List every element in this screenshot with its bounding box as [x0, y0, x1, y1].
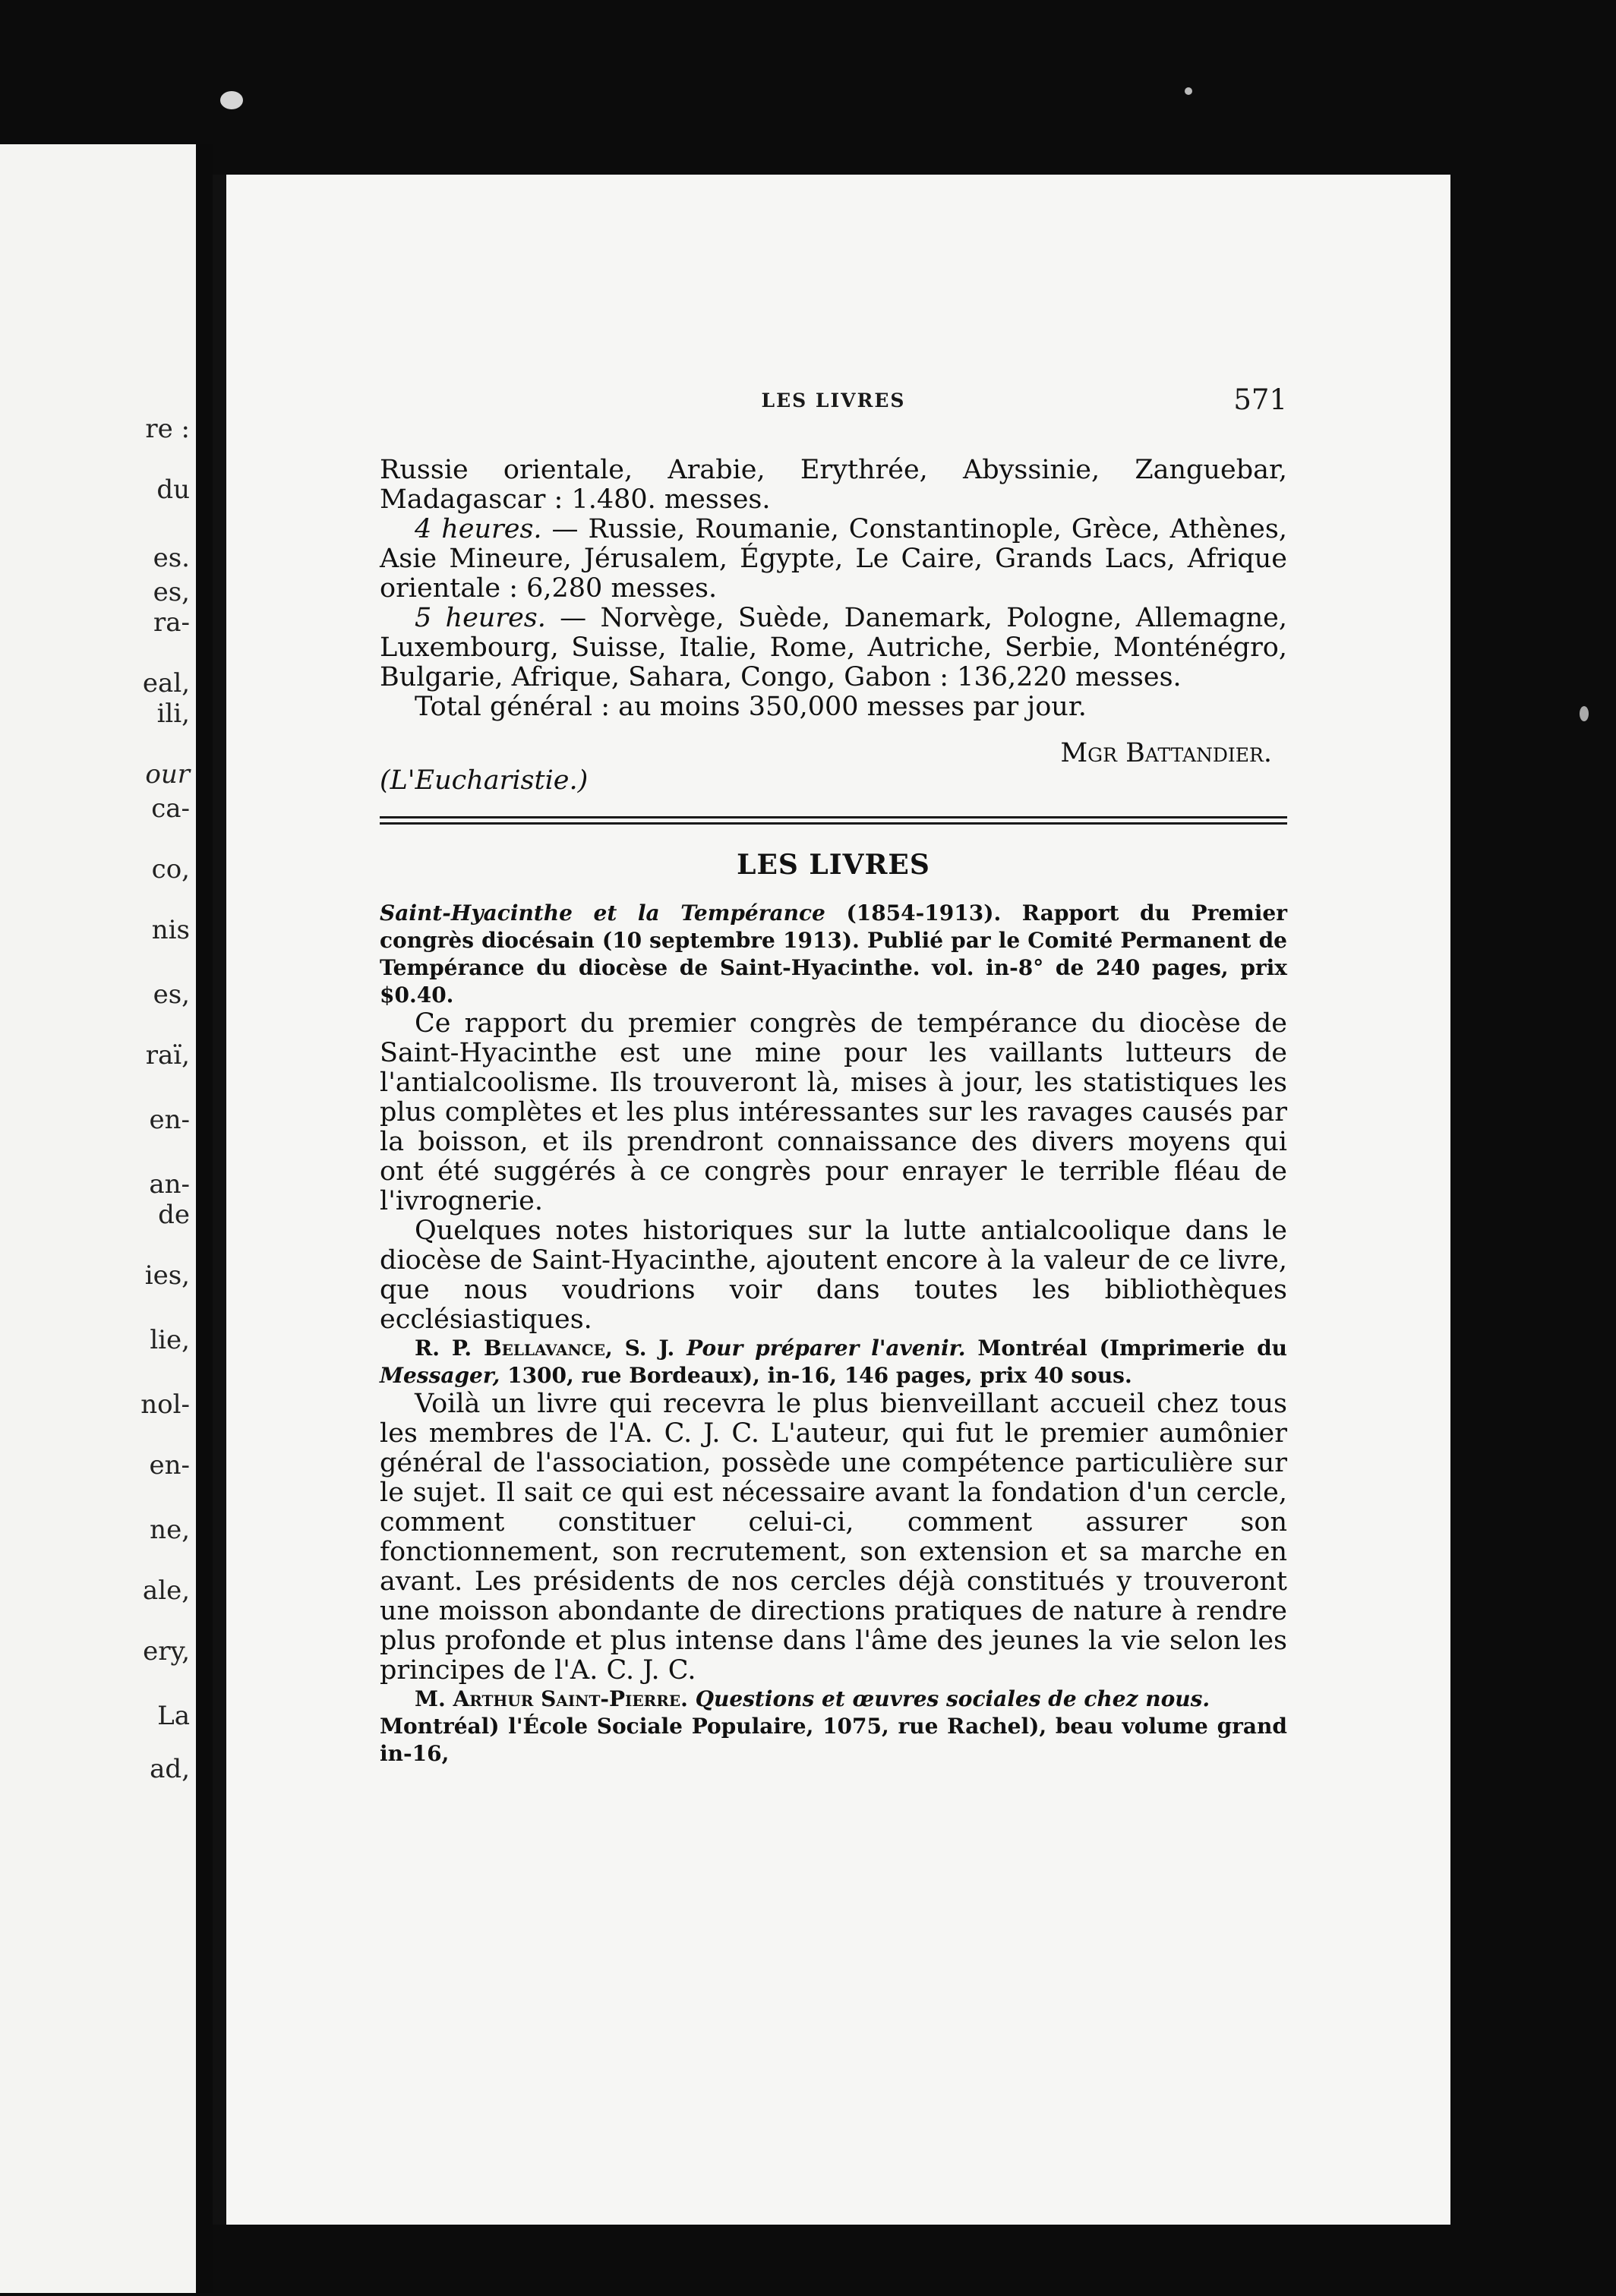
book-3-citation [380, 1686, 1287, 1768]
hour-label: 5 heures. [415, 603, 546, 633]
page-number: 571 [1233, 383, 1287, 416]
left-page-fragment: de [158, 1200, 190, 1230]
source-citation: (L'Eucharistie.) [380, 765, 589, 796]
book-title: Saint-Hyacinthe et la Tempérance [380, 900, 825, 926]
left-page-fragment: re : [145, 414, 190, 444]
book-1-review-p1: Ce rapport du premier congrès de tempérance du diocèse de Saint-Hyacinthe est une mine pour les vaillants lutteurs de l'antialcoolisme. Ils trouveront là, mises à jour, les statistiques les plus complètes et les plus intéressantes sur les ravages causés par la boisson, et ils prendront connaissance des divers moyens qui ont été suggérés à ce congrès pour enrayer le terrible fléau de l'ivrognerie. [380, 1008, 1287, 1216]
left-page-fragment: nol- [140, 1389, 190, 1420]
left-page-fragment: ale, [142, 1575, 190, 1606]
left-page-fragment: raï, [145, 1040, 190, 1071]
signature: Mgr Battandier. [1060, 738, 1272, 768]
left-page-fragment: our [145, 759, 190, 790]
paragraph-text: — Russie, Roumanie, Constantinople, Grèce, Athènes, Asie Mineure, Jérusalem, Égypte, Le Caire, Grands Lacs, Afrique orientale : 6,280 messes. [380, 514, 1287, 604]
book-1-citation [380, 900, 1287, 1009]
double-rule [380, 816, 1287, 825]
dust-speck [1185, 87, 1192, 95]
book-details: Montréal (Imprimerie du [965, 1336, 1288, 1361]
book-title: Pour préparer l'avenir. [686, 1336, 966, 1361]
left-page-fragment: lie, [150, 1325, 190, 1355]
total-line: Total général : au moins 350,000 messes par jour. [415, 692, 1087, 722]
book-details: Montréal) l'École Sociale Populaire, 1075, rue Rachel), beau volume grand in-16, [380, 1714, 1287, 1766]
book-author: M. Arthur Saint-Pierre. [415, 1686, 688, 1711]
dust-speck [220, 91, 243, 109]
left-page-fragment: ad, [150, 1754, 190, 1784]
running-head [380, 383, 1287, 414]
page-body [380, 456, 1287, 1768]
section-title: LES LIVRES [737, 849, 930, 881]
left-page-fragment: La [157, 1701, 190, 1731]
left-page-fragment: ili, [156, 699, 190, 729]
book-2-review: Voilà un livre qui recevra le plus bienveillant accueil chez tous les membres de l'A. C. J. C. L'auteur, qui fut le premier aumônier général de l'association, possède une compétence particulière sur le sujet. Il sait ce qui est nécessaire avant la fondation d'un cercle, comment constituer celui-ci, comment assurer son fonctionnement, son recrutement, son extension et sa marche en avant. Les présidents de nos cercles déjà constitués y trouveront une moisson abondante de directions pratiques de nature à rendre plus profonde et plus intense dans l'âme des jeunes la vie selon les principes de l'A. C. J. C. [380, 1389, 1287, 1686]
dust-speck [1580, 706, 1589, 721]
book-title: Questions et œuvres sociales de chez nous. [695, 1686, 1210, 1711]
left-page-fragment: ne, [150, 1515, 190, 1545]
left-page-fragment: ies, [144, 1260, 190, 1291]
left-page-fragment: ca- [151, 793, 190, 824]
running-title: LES LIVRES [761, 390, 906, 412]
left-page-fragment: es, [153, 979, 190, 1010]
book-details: 1300, rue Bordeaux), in-16, 146 pages, prix 40 sous. [500, 1363, 1132, 1388]
book-2-citation [380, 1335, 1287, 1389]
left-page-fragment: du [156, 475, 190, 505]
continuation-paragraph-2 [380, 515, 1287, 604]
left-page-fragment: en- [149, 1450, 190, 1481]
book-1-review-p2: Quelques notes historiques sur la lutte antialcoolique dans le diocèse de Saint-Hyacinthe, ajoutent encore à la valeur de ce livre, que nous voudrions voir dans toutes les bibliothèques ecclésiastiques. [380, 1216, 1287, 1335]
left-page-fragment: an- [149, 1169, 190, 1200]
book-author: R. P. Bellavance, S. J. [415, 1336, 675, 1361]
left-page-fragment: ra- [153, 607, 190, 638]
left-page-fragment: en- [149, 1105, 190, 1135]
continuation-paragraph-3 [380, 604, 1287, 692]
left-page-fragment: eal, [142, 668, 190, 699]
left-page-fragment: nis [151, 915, 190, 945]
book-details-italic: Messager, [380, 1363, 500, 1388]
signature-row [380, 739, 1287, 800]
continuation-paragraph-1: Russie orientale, Arabie, Erythrée, Abyssinie, Zanguebar, Madagascar : 1.480. messes. [380, 455, 1287, 515]
left-page-fragment: es, [153, 577, 190, 607]
rule-line [380, 816, 1287, 818]
paragraph-text: — Norvège, Suède, Danemark, Pologne, Allemagne, Luxembourg, Suisse, Italie, Rome, Autriche, Serbie, Monténégro, Bulgarie, Afrique, Sahara, Congo, Gabon : 136,220 messes. [380, 603, 1287, 692]
book-details: (1854-1913). Rapport du Premier congrès diocésain (10 septembre 1913). Publié par le Comité Permanent de Tempérance du diocèse de Saint-Hyacinthe. vol. in-8° de 240 pages, prix $0.40. [380, 900, 1287, 1008]
rule-line [380, 822, 1287, 825]
hour-label: 4 heures. [415, 514, 542, 544]
left-page-fragment: es. [153, 543, 190, 573]
left-page-fragment: ery, [143, 1636, 190, 1667]
left-page-fragment: co, [151, 854, 190, 885]
page-gutter [196, 144, 213, 2293]
